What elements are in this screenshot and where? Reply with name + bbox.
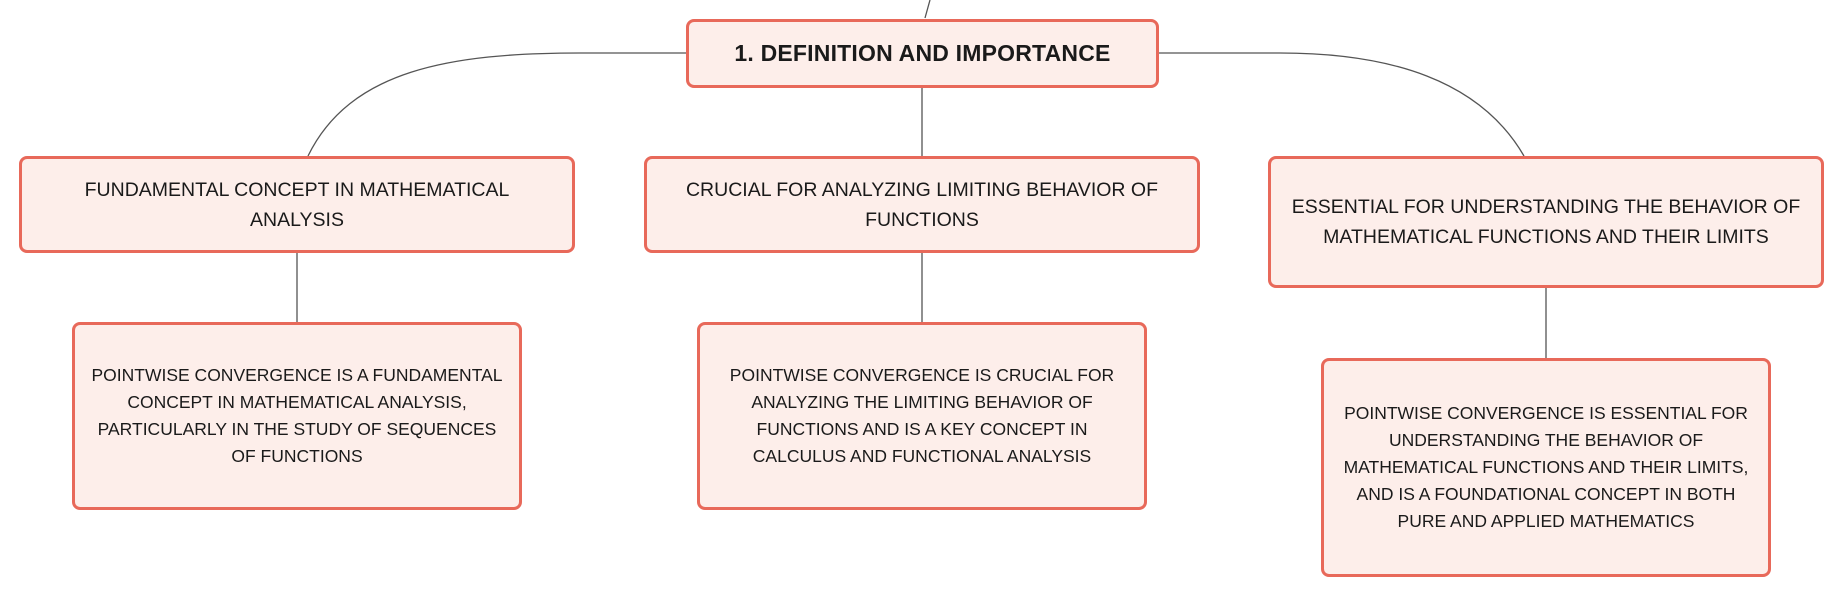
detail-node-understanding-behavior[interactable]: [1321, 358, 1771, 577]
connector-root-to-branch-3: [1157, 53, 1524, 156]
connector-root-parent: [925, 0, 930, 18]
root-node-label: 1. DEFINITION AND IMPORTANCE: [734, 40, 1111, 66]
connector-root-to-branch-1: [308, 53, 688, 156]
detail-node-fundamental-concept[interactable]: [72, 322, 522, 510]
branch-node-label: FUNDAMENTAL CONCEPT IN MATHEMATICAL ANALYSIS: [84, 178, 510, 231]
detail-node-text: POINTWISE CONVERGENCE IS ESSENTIAL FOR UNDERSTANDING THE BEHAVIOR OF MATHEMATICAL FUNCTIONS AND THEIR LIMITS, AND IS A FOUNDATIONAL CONCEPT IN BOTH PURE AND APPLIED MATHEMATICS: [1343, 403, 1749, 531]
branch-node-understanding-behavior[interactable]: [1268, 156, 1824, 288]
branch-node-label: CRUCIAL FOR ANALYZING LIMITING BEHAVIOR OF FUNCTIONS: [685, 178, 1159, 231]
branch-node-fundamental-concept[interactable]: [19, 156, 575, 253]
branch-node-label: ESSENTIAL FOR UNDERSTANDING THE BEHAVIOR OF MATHEMATICAL FUNCTIONS AND THEIR LIMITS: [1291, 196, 1801, 248]
branch-node-limiting-behavior[interactable]: [644, 156, 1200, 253]
detail-node-text: POINTWISE CONVERGENCE IS CRUCIAL FOR ANALYZING THE LIMITING BEHAVIOR OF FUNCTIONS AND IS A KEY CONCEPT IN CALCULUS AND FUNCTIONAL ANALYSIS: [729, 365, 1115, 466]
root-node[interactable]: [686, 19, 1159, 88]
detail-node-text: POINTWISE CONVERGENCE IS A FUNDAMENTAL CONCEPT IN MATHEMATICAL ANALYSIS, PARTICULARLY IN THE STUDY OF SEQUENCES OF FUNCTIONS: [91, 365, 503, 466]
detail-node-limiting-behavior[interactable]: [697, 322, 1147, 510]
